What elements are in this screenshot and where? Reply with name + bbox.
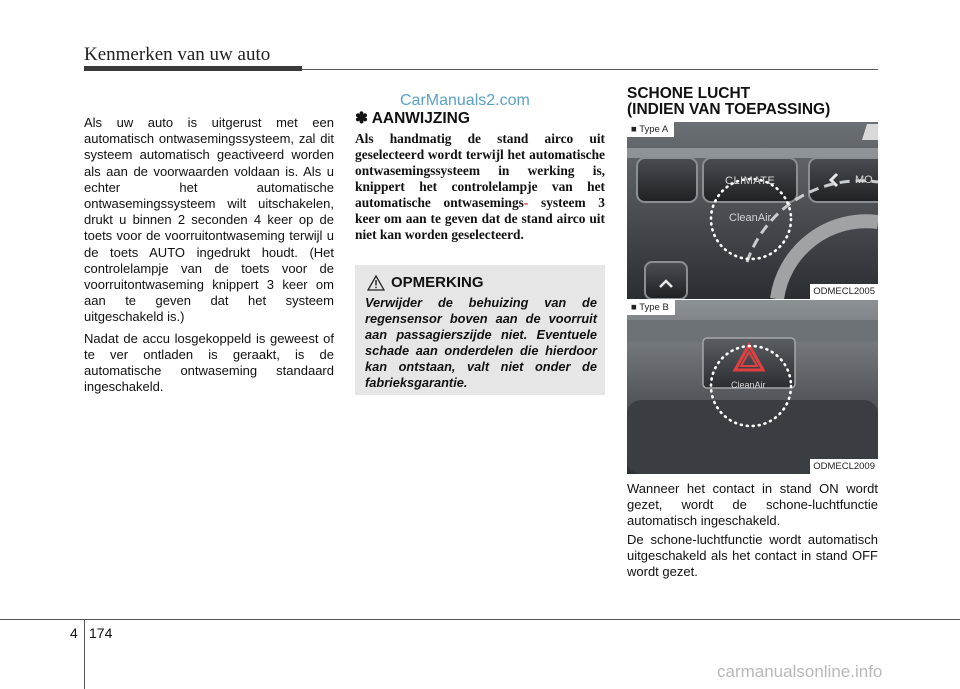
note-text [355, 131, 605, 243]
clean-air-description [627, 481, 878, 584]
paragraph: Wanneer het contact in stand ON wordt gezet, wordt de schone-luchtfunctie automatisch ingeschakeld. [627, 481, 878, 528]
cleanair-label: CleanAir [729, 212, 772, 224]
caution-header [367, 274, 484, 291]
watermark-bottom: carmanualsonline.info [717, 662, 883, 681]
mode-button-label: MO [855, 174, 873, 186]
chapter-number: 4 [70, 625, 78, 641]
type-a-label: ■ Type A [627, 122, 674, 137]
paragraph: Als uw auto is uitgerust met een automatisch ontwasemingssysteem, zal dit systeem automatisch geactiveerd worden als aan de voorwaarden voldaan is. Als u echter het automatische ontwasemingssysteem wilt uitschakelen, drukt u binnen 2 seconden 4 keer op de toets voor de voorruitontwaseming terwijl u de toets AUTO ingedrukt houdt. (Het controlelampje van de toets voor de voorruitontwaseming knippert 3 keer om aan te geven dat het systeem uitgeschakeld is.) [84, 115, 334, 325]
warning-triangle-icon [367, 275, 385, 291]
clean-air-section [627, 86, 878, 124]
footer-rule [0, 619, 960, 620]
column-1 [84, 115, 334, 400]
section-title-line-2: (INDIEN VAN TOEPASSING) [627, 101, 831, 118]
section-title [627, 86, 878, 118]
photo-b-code: ODMECL2009 [810, 459, 878, 474]
header-bar [84, 66, 302, 71]
page-number: 174 [89, 625, 113, 641]
caution-box [355, 265, 605, 395]
cleanair-label: CleanAir [731, 380, 766, 390]
photo-a-code: ODMECL2005 [810, 284, 878, 299]
photo-type-a [627, 122, 878, 299]
caution-label: OPMERKING [391, 274, 484, 291]
header-rule [302, 69, 878, 70]
note-hyphen: - [523, 195, 529, 211]
watermark-top: CarManuals2.com [400, 92, 530, 109]
footer-divider [84, 620, 85, 689]
photo-type-b [627, 300, 878, 474]
note-text-main: Als handmatig de stand airco uit geselecteerd wordt terwijl het automatische ontwasemingssysteem in werking is, knippert het controlelampje van het automatische ontwasemings [355, 131, 605, 211]
note-heading: ✽ AANWIJZING [355, 110, 470, 127]
note-text-rest: systeem 3 keer om aan te geven dat de stand airco uit niet kan worden geselecteerd. [355, 195, 605, 243]
section-title-line-1: SCHONE LUCHT [627, 85, 751, 102]
paragraph: Nadat de accu losgekoppeld is geweest of te ver ontladen is geraakt, is de automatische ontwaseming standaard ingeschakeld. [84, 330, 334, 395]
paragraph: De schone-luchtfunctie wordt automatisch uitgeschakeld als het contact in stand OFF wordt gezet. [627, 532, 878, 579]
climate-button-label: CLIMATE [725, 175, 776, 187]
page-header-title: Kenmerken van uw auto [84, 44, 271, 65]
climate-panel-illustration [627, 122, 878, 299]
type-b-label: ■ Type B [627, 300, 675, 315]
note-section [355, 111, 605, 248]
caution-text: Verwijder de behuizing van de regensensor boven aan de voorruit aan passagierszijde niet. Eventuele schade aan onderdelen die hierdoor kan ontstaan, valt niet onder de fabrieksgarantie. [365, 295, 597, 390]
